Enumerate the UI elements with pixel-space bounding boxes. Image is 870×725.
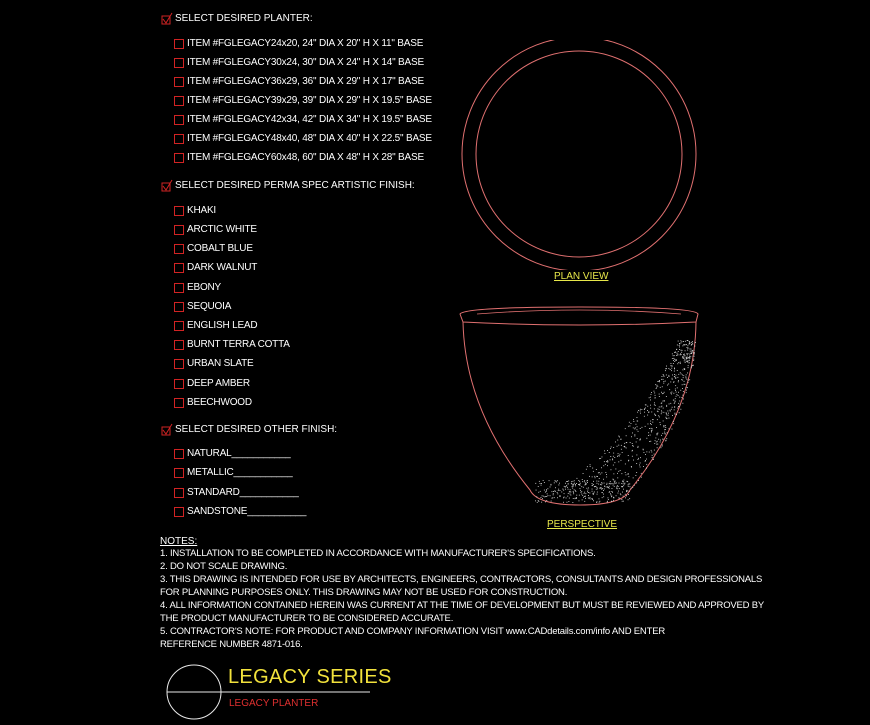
note-line: FOR PLANNING PURPOSES ONLY. THIS DRAWING MAY NOT BE USED FOR CONSTRUCTION. (160, 587, 568, 598)
checkbox[interactable] (174, 398, 184, 408)
checkbox[interactable] (174, 206, 184, 216)
note-line: 1. INSTALLATION TO BE COMPLETED IN ACCORDANCE WITH MANUFACTURER'S SPECIFICATIONS. (160, 548, 596, 559)
checkbox[interactable] (174, 96, 184, 106)
checkbox[interactable] (174, 115, 184, 125)
checkbox[interactable] (174, 225, 184, 235)
checkbox[interactable] (174, 321, 184, 331)
checkbox[interactable] (174, 340, 184, 350)
checked-checkbox-icon[interactable] (161, 12, 175, 26)
plan-outer-rim (462, 40, 696, 270)
checkbox[interactable] (174, 507, 184, 517)
checkbox[interactable] (174, 468, 184, 478)
note-line: 5. CONTRACTOR'S NOTE: FOR PRODUCT AND COMPANY INFORMATION VISIT www.CADdetails.com/info AND ENTER (160, 626, 665, 637)
checkbox[interactable] (174, 77, 184, 87)
note-line: THE PRODUCT MANUFACTURER TO BE CONSIDERED ACCURATE. (160, 613, 454, 624)
note-line: 2. DO NOT SCALE DRAWING. (160, 561, 288, 572)
product-name: LEGACY PLANTER (229, 698, 319, 709)
checkbox[interactable] (174, 244, 184, 254)
checkbox[interactable] (174, 153, 184, 163)
plan-view-drawing (460, 40, 700, 270)
checkbox[interactable] (174, 379, 184, 389)
planter-rim-inner (477, 310, 681, 314)
plan-view-label: PLAN VIEW (554, 271, 609, 282)
checkbox[interactable] (174, 39, 184, 49)
checkbox[interactable] (174, 263, 184, 273)
note-line: REFERENCE NUMBER 4871-016. (160, 639, 303, 650)
planter-stipple (535, 340, 696, 503)
series-title: LEGACY SERIES (228, 666, 392, 688)
checkbox[interactable] (174, 134, 184, 144)
plan-inner-rim (476, 51, 682, 257)
checkbox[interactable] (174, 488, 184, 498)
checkbox[interactable] (174, 359, 184, 369)
notes-heading: NOTES: (160, 536, 198, 547)
other-section-title: SELECT DESIRED OTHER FINISH: (175, 424, 338, 435)
checkbox[interactable] (174, 449, 184, 459)
checked-checkbox-icon[interactable] (161, 423, 175, 437)
checkbox[interactable] (174, 283, 184, 293)
checkbox[interactable] (174, 302, 184, 312)
checkbox[interactable] (174, 58, 184, 68)
planter-section-title: SELECT DESIRED PLANTER: (175, 13, 313, 24)
note-line: 4. ALL INFORMATION CONTAINED HEREIN WAS CURRENT AT THE TIME OF DEVELOPMENT BUT MUST BE REVIEWED AND APPROVED BY (160, 600, 765, 611)
perspective-label: PERSPECTIVE (547, 519, 618, 530)
checked-checkbox-icon[interactable] (161, 179, 175, 193)
note-line: 3. THIS DRAWING IS INTENDED FOR USE BY ARCHITECTS, ENGINEERS, CONTRACTORS, CONSULTANTS AND DESIGN PROFESSIONALS (160, 574, 763, 585)
finish-section-title: SELECT DESIRED PERMA SPEC ARTISTIC FINISH: (175, 180, 415, 191)
perspective-drawing (455, 300, 705, 515)
